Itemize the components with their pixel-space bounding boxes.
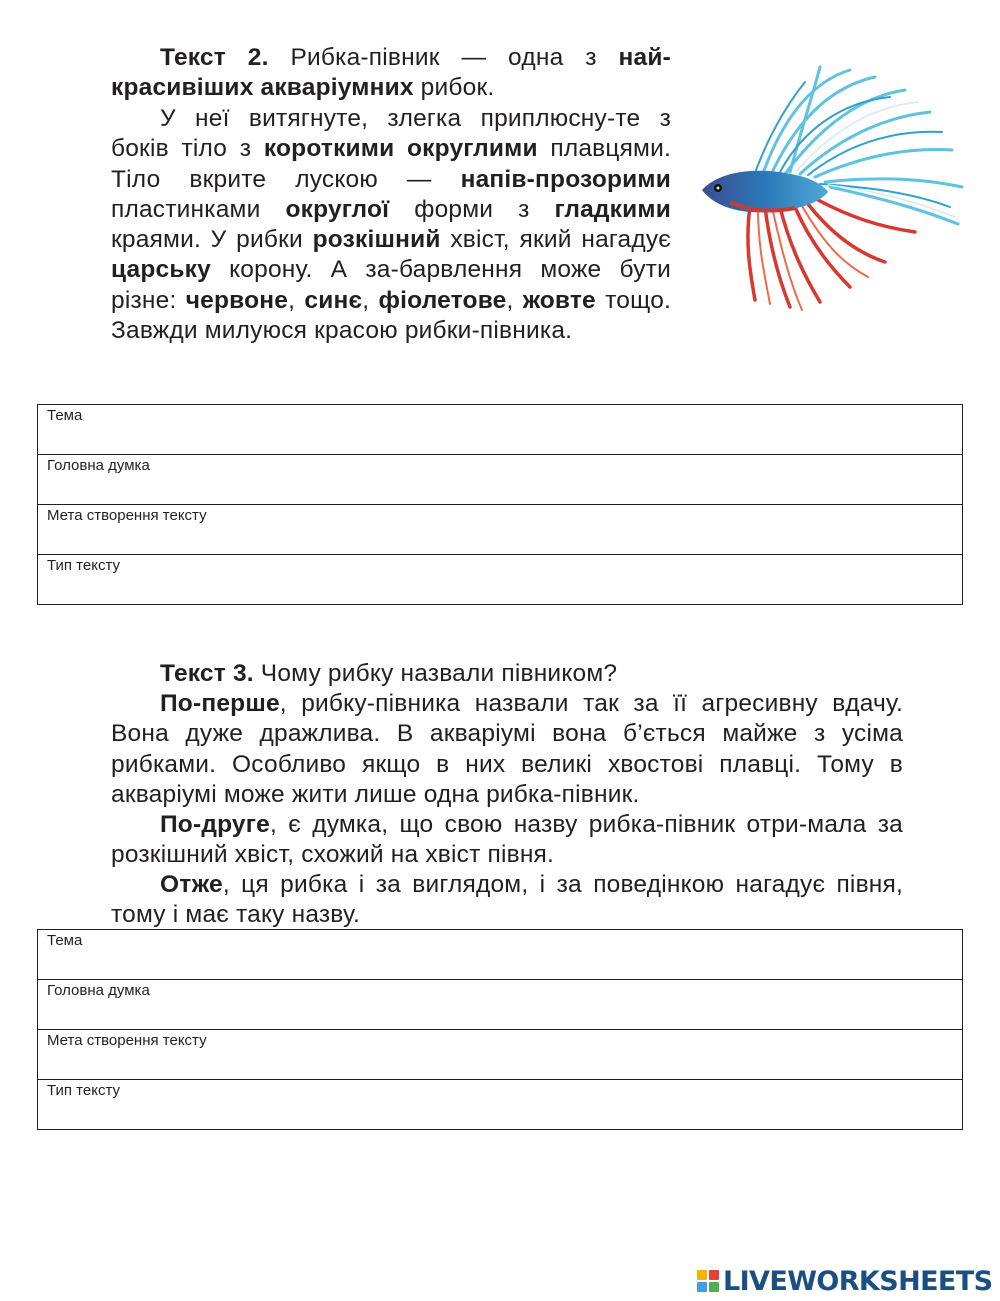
bold-text: округлої: [285, 195, 390, 223]
liveworksheets-logo[interactable]: [697, 1264, 992, 1298]
text-run: , є думка, що свою назву рибка-півник отри-мала за розкішний хвіст, схожий на хвіст півня.: [111, 811, 903, 869]
bold-text: Текст 3.: [160, 660, 254, 687]
text2-description: [111, 104, 671, 346]
text-run: ,: [288, 286, 305, 314]
text-run: краями. У рибки: [111, 226, 313, 254]
bold-text: червоне: [185, 286, 289, 314]
row-label: Мета створення тексту: [47, 507, 207, 524]
row-label: Тип тексту: [47, 1082, 120, 1099]
text3-firstly: [111, 689, 903, 810]
bold-text: синє: [304, 286, 363, 314]
table-row: [38, 1030, 963, 1080]
table-row: [38, 455, 963, 505]
table-row: [38, 405, 963, 455]
bold-text: По-перше: [160, 690, 280, 717]
answer-cell[interactable]: [38, 455, 963, 505]
text3-question: [111, 659, 903, 689]
answer-cell[interactable]: [38, 505, 963, 555]
answer-cell[interactable]: [38, 930, 963, 980]
answer-cell[interactable]: [38, 980, 963, 1030]
bold-text: най-красивіших акваріумних: [111, 44, 671, 102]
logo-mark-icon: [697, 1270, 719, 1292]
bold-text: короткими округлими: [263, 135, 538, 163]
row-label: Головна думка: [47, 982, 150, 999]
text3-conclusion: [111, 870, 903, 931]
bold-text: жовте: [522, 286, 596, 314]
bold-text: напів-прозорими: [460, 165, 671, 193]
bold-text: По-друге: [160, 811, 270, 838]
row-label: Тема: [47, 932, 83, 949]
text-run: корону. А за-барвлення може бути різне:: [111, 256, 671, 314]
row-label: Головна думка: [47, 457, 150, 474]
answer-cell[interactable]: [38, 405, 963, 455]
text-run: ,: [506, 286, 523, 314]
text-run: пластинками: [111, 195, 286, 223]
row-label: Мета створення тексту: [47, 1032, 207, 1049]
row-label: Тема: [47, 407, 83, 424]
bold-text: фіолетове: [378, 286, 507, 314]
text2-intro: [111, 43, 671, 104]
text-run: , рибку-півника назвали так за її агресивну вдачу. Вона дуже дражлива. В акваріумі вона б’ється майже з усіма рибками. Особливо якщо в них великі хвостові плавці. Тому в акваріумі може жити лише одна рибка-півник.: [111, 690, 903, 808]
bold-text: розкішний: [312, 226, 441, 254]
table-row: [38, 555, 963, 605]
text-run: плавцями. Тіло вкрите лускою —: [111, 135, 671, 193]
table-row: [38, 1080, 963, 1130]
row-label: Тип тексту: [47, 557, 120, 574]
answer-cell[interactable]: [38, 1080, 963, 1130]
text-run: У неї витягнуте, злегка приплюсну-те з боків тіло з: [111, 105, 671, 163]
analysis-table-text3: [37, 929, 963, 1130]
text-run: рибок.: [413, 74, 495, 102]
text-run: Чому рибку назвали півником?: [253, 660, 618, 687]
bold-text: Отже: [160, 871, 223, 898]
betta-fish-image: [690, 62, 975, 314]
bold-text: гладкими: [554, 195, 671, 223]
text-run: хвіст, який нагадує: [440, 226, 671, 254]
bold-text: Текст 2.: [160, 44, 269, 71]
text-run: ,: [362, 286, 379, 314]
analysis-table-text2: [37, 404, 963, 605]
text-run: Рибка-півник — одна з: [268, 44, 619, 71]
table-row: [38, 980, 963, 1030]
text-run: тощо. Завжди милуюся красою рибки-півника.: [111, 286, 672, 345]
bold-text: царську: [111, 256, 211, 284]
table-row: [38, 505, 963, 555]
text-run: , ця рибка і за виглядом, і за поведінкою нагадує півня, тому і має таку назву.: [111, 871, 903, 929]
answer-cell[interactable]: [38, 1030, 963, 1080]
logo-text: LIVEWORKSHEETS: [723, 1265, 993, 1297]
table-row: [38, 930, 963, 980]
text3-secondly: [111, 810, 903, 871]
text-run: форми з: [389, 195, 555, 223]
answer-cell[interactable]: [38, 555, 963, 605]
